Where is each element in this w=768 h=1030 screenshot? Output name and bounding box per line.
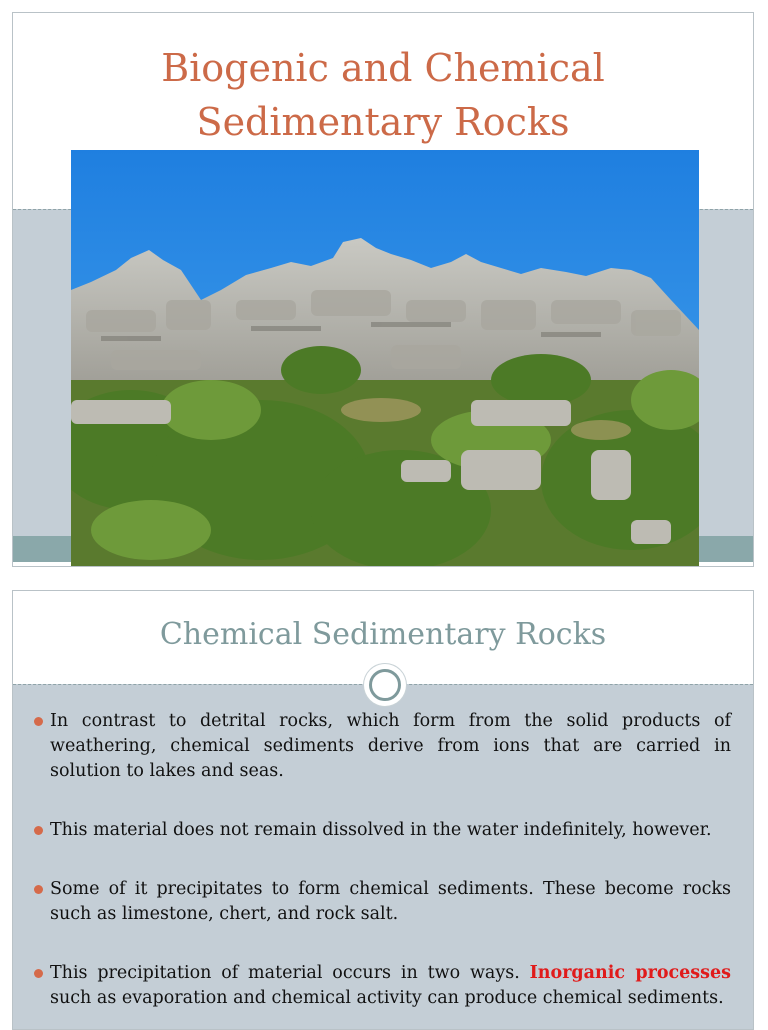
- limestone-landscape-photo: [71, 150, 699, 567]
- bullet-text-before: This precipitation of material occurs in two ways.: [50, 963, 530, 983]
- bullet-list: [33, 709, 731, 1030]
- bullet-text: This material does not remain dissolved in the water indefinitely, however.: [50, 820, 712, 840]
- bullet-dot-icon: [34, 826, 43, 835]
- bullet-item: [33, 961, 731, 1011]
- bullet-text: Some of it precipitates to form chemical sediments. These become rocks such as limestone, chert, and rock salt.: [50, 879, 731, 924]
- bullet-dot-icon: [34, 885, 43, 894]
- bullet-highlight: Inorganic processes: [529, 963, 731, 983]
- bullet-dot-icon: [34, 717, 43, 726]
- title-line-1: Biogenic and Chemical: [161, 46, 605, 90]
- content-slide: [12, 590, 754, 1030]
- bullet-text: In contrast to detrital rocks, which form from the solid products of weathering, chemical sediments derive from ions that are carried in solution to lakes and seas.: [50, 711, 731, 781]
- slide-heading: Chemical Sedimentary Rocks: [159, 617, 607, 652]
- bullet-text-after: such as evaporation and chemical activity can produce chemical sediments.: [50, 988, 724, 1008]
- bullet-item: [33, 818, 731, 843]
- title-line-2: Sedimentary Rocks: [196, 100, 570, 144]
- bullet-dot-icon: [34, 969, 43, 978]
- slide-title: [13, 41, 753, 149]
- bullet-item: [33, 877, 731, 927]
- circle-divider-icon: [364, 664, 406, 706]
- title-slide: [12, 12, 754, 567]
- bullet-item: [33, 709, 731, 784]
